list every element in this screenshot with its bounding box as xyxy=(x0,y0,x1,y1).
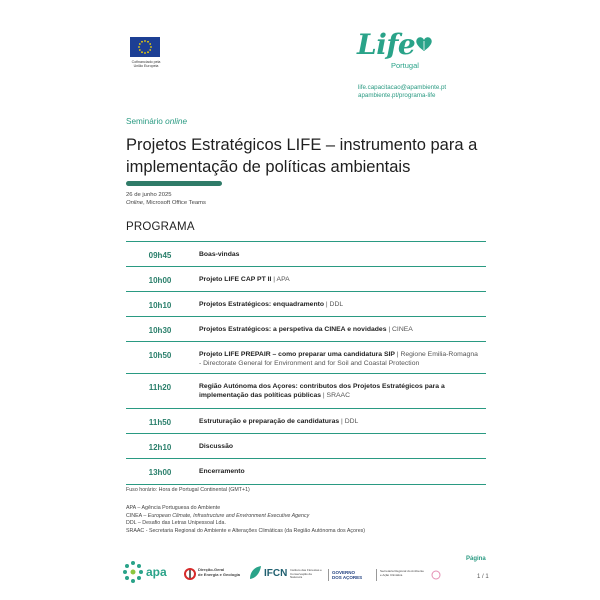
table-row xyxy=(126,373,486,409)
event-venue xyxy=(126,199,206,207)
seminar-label-italic: online xyxy=(165,117,188,126)
life-logo-subtitle: Portugal xyxy=(391,61,419,70)
row-org: | DDL xyxy=(324,301,344,308)
table-row xyxy=(126,433,486,459)
table-row xyxy=(126,408,486,434)
row-description xyxy=(199,417,481,426)
governo-acores-logo xyxy=(326,560,444,588)
row-org: | SRAAC xyxy=(321,392,350,399)
row-title: Projeto LIFE PREPAIR – como preparar uma candidatura SIP xyxy=(199,351,395,358)
acores-logo-subtext: Secretaria Regional do Ambiente e Ação Climática xyxy=(380,569,424,577)
life-portugal-logo xyxy=(355,28,435,74)
row-time: 10h30 xyxy=(148,326,172,335)
dgeg-mark-icon xyxy=(184,568,196,580)
row-title: Região Autónoma dos Açores: contributos dos Projetos Estratégicos para a implementação das políticas públicas xyxy=(199,383,445,399)
contact-website[interactable]: apambiente.pt/programa-life xyxy=(358,92,436,99)
row-title: Projetos Estratégicos: a perspetiva da CINEA e novidades xyxy=(199,326,387,333)
contact-block xyxy=(358,84,446,100)
event-date: 26 de junho 2025 xyxy=(126,192,172,198)
acores-flower-icon xyxy=(430,570,442,580)
abbr-apa: APA – Agência Portuguesa do Ambiente xyxy=(126,505,221,511)
abbr-sraac: SRAAC - Secretaria Regional do Ambiente e Alterações Climáticas (da Região Autónoma dos Açores) xyxy=(126,527,366,534)
abbr-cinea xyxy=(126,513,365,521)
apa-logo-text: apa xyxy=(146,565,167,579)
ifcn-logo xyxy=(248,560,320,588)
table-row xyxy=(126,458,486,485)
dgeg-logo xyxy=(184,560,242,588)
eu-caption: Cofinanciado pela União Europeia xyxy=(131,60,161,69)
row-description xyxy=(199,467,481,476)
logo-divider xyxy=(376,569,377,581)
abbr-ddl: DDL – Desafio das Letras Unipessoal Lda. xyxy=(126,520,226,526)
page-number: 1 / 1 xyxy=(477,574,489,580)
page-title xyxy=(126,134,506,178)
row-org: | DDL xyxy=(339,418,359,425)
venue-italic: Online xyxy=(126,200,144,206)
row-org: | APA xyxy=(271,276,290,283)
ifcn-logo-text: IFCN xyxy=(264,568,288,579)
ifcn-logo-subtext: Instituto das Florestas e Conservação da Natureza xyxy=(290,568,322,580)
table-row xyxy=(126,341,486,374)
contact-email[interactable]: life.capacitacao@apambiente.pt xyxy=(358,84,447,91)
dgeg-logo-text: Direção-Geral de Energia e Geologia xyxy=(198,567,241,577)
venue-rest: , Microsoft Office Teams xyxy=(143,200,206,206)
heart-leaf-icon xyxy=(415,36,433,52)
apa-dots-icon xyxy=(122,560,144,584)
abbr-cinea-italic: European Climate, Infrastructure and Environment Executive Agency xyxy=(147,512,310,519)
row-title: Estruturação e preparação de candidaturas xyxy=(199,418,340,425)
ifcn-leaf-icon xyxy=(248,565,262,581)
page-label: Página xyxy=(466,556,486,562)
row-description xyxy=(199,275,481,284)
event-meta xyxy=(126,191,206,207)
row-time: 09h45 xyxy=(148,251,172,260)
row-org: | CINEA xyxy=(386,326,413,333)
acores-logo-text: GOVERNO DOS AÇORES xyxy=(332,570,363,580)
abbr-cinea-prefix: CINEA – xyxy=(126,512,148,519)
row-time: 10h00 xyxy=(148,276,172,285)
row-title: Discussão xyxy=(199,443,234,450)
eu-flag-logo xyxy=(130,37,160,57)
apa-logo xyxy=(122,560,176,588)
row-time: 10h50 xyxy=(148,351,172,360)
title-line-2: implementação de políticas ambientais xyxy=(126,158,411,176)
row-description xyxy=(199,325,481,334)
row-description xyxy=(199,442,481,451)
row-description xyxy=(199,382,481,400)
row-org: | Regione Emilia-Romagna - Directorate General for Environment and for Soil and Coastal Protection xyxy=(199,351,478,367)
title-line-1: Projetos Estratégicos LIFE – instrumento para a xyxy=(126,136,478,154)
timezone-note: Fuso horário: Hora de Portugal Continental (GMT+1) xyxy=(126,487,250,493)
seminar-label-text: Seminário xyxy=(126,117,163,126)
abbreviations-list xyxy=(126,505,365,535)
row-time: 11h50 xyxy=(148,418,172,427)
footer-logos xyxy=(118,560,448,588)
row-description xyxy=(199,350,481,368)
row-title: Boas-vindas xyxy=(199,251,240,258)
table-row xyxy=(126,266,486,292)
table-row xyxy=(126,316,486,342)
logo-divider xyxy=(328,569,329,581)
row-title: Projetos Estratégicos: enquadramento xyxy=(199,301,325,308)
row-time: 11h20 xyxy=(148,383,172,392)
row-title: Projeto LIFE CAP PT II xyxy=(199,276,272,283)
row-time: 13h00 xyxy=(148,468,172,477)
table-row xyxy=(126,241,486,267)
programme-heading: PROGRAMA xyxy=(126,221,195,233)
row-time: 12h10 xyxy=(148,443,172,452)
row-title: Encerramento xyxy=(199,468,245,475)
table-row xyxy=(126,291,486,317)
row-description xyxy=(199,250,481,259)
row-time: 10h10 xyxy=(148,301,172,310)
life-logo-word: Life xyxy=(357,28,416,61)
title-underline-bar xyxy=(126,181,222,186)
row-description xyxy=(199,300,481,309)
seminar-label xyxy=(126,117,187,126)
